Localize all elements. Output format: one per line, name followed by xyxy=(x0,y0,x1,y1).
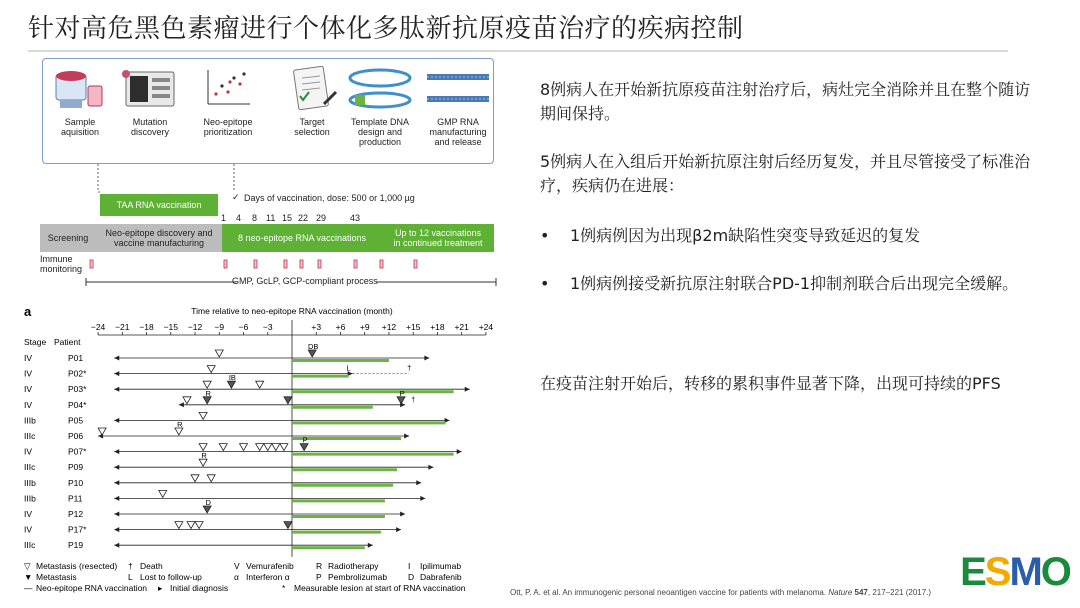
resected-metastasis-marker xyxy=(215,350,223,357)
resected-metastasis-marker xyxy=(199,459,207,466)
legend-label: Neo-epitope RNA vaccination xyxy=(36,582,148,593)
patient-timeline-chart xyxy=(20,300,508,592)
legend-label: Ipilimumab xyxy=(420,560,462,571)
x-tick-label: +9 xyxy=(359,322,370,332)
vials-icon xyxy=(45,63,115,113)
patient-id: P17* xyxy=(68,524,87,535)
citation xyxy=(510,588,931,597)
resected-metastasis-marker xyxy=(175,522,183,529)
pipeline-step-label: Neo-epitope prioritization xyxy=(203,117,253,137)
x-tick-label: +21 xyxy=(454,322,469,332)
patient-stage: IIIb xyxy=(24,477,36,488)
day-11: 11 xyxy=(266,213,276,223)
patient-id: P07* xyxy=(68,446,87,457)
resected-metastasis-marker xyxy=(159,490,167,497)
bullet-dot: • xyxy=(540,226,550,245)
patient-id: P03* xyxy=(68,384,87,395)
citation-volume: 547 xyxy=(854,588,868,597)
patient-stage: IIIc xyxy=(24,540,36,551)
diagnosis-arrow xyxy=(114,371,119,376)
legend-symbol: ▸ xyxy=(158,582,163,593)
timeline-arrow xyxy=(420,496,425,501)
legend-label: Radiotherapy xyxy=(328,560,379,571)
diagnosis-arrow xyxy=(114,543,119,548)
citation-journal: Nature xyxy=(828,588,853,597)
x-tick-label: −15 xyxy=(163,322,179,332)
patient-id: P11 xyxy=(68,493,83,504)
pipeline-step-sample xyxy=(45,63,115,137)
x-tick-label: +15 xyxy=(405,322,421,332)
patient-id: P06 xyxy=(68,431,84,441)
x-tick-label: +12 xyxy=(381,322,397,332)
legend-label: Initial diagnosis xyxy=(170,582,229,593)
legend-label: Measurable lesion at start of RNA vaccination xyxy=(294,582,466,593)
patient-id: P01 xyxy=(68,353,84,363)
patient-stage: IV xyxy=(24,399,33,410)
legend-symbol: D xyxy=(408,571,415,582)
resected-metastasis-marker xyxy=(191,475,199,482)
diagnosis-arrow xyxy=(114,527,119,532)
patient-stage: IV xyxy=(24,509,33,519)
legend-symbol: — xyxy=(24,582,33,593)
timeline-arrow xyxy=(424,356,429,361)
day-43: 43 xyxy=(350,213,361,223)
metastasis-marker xyxy=(300,444,308,451)
taa-rna-vaccination-bar: TAA RNA vaccination xyxy=(100,194,218,216)
metastasis-marker xyxy=(397,397,405,404)
panel-label: a xyxy=(24,304,32,319)
diagnosis-arrow xyxy=(114,480,119,485)
patient-id: P02* xyxy=(68,368,87,379)
timeline-arrow xyxy=(396,527,401,532)
scatter-plot-icon xyxy=(193,63,263,113)
header-patient: Patient xyxy=(54,337,81,347)
pipeline-step-label: Sample aquisition xyxy=(60,117,100,137)
x-tick-label: −9 xyxy=(214,322,225,332)
timeline-arrow xyxy=(416,480,421,485)
legend-symbol: α xyxy=(234,571,239,582)
legend-label: Dabrafenib xyxy=(420,571,462,582)
resected-metastasis-marker xyxy=(207,366,215,373)
legend-symbol: * xyxy=(282,582,286,593)
x-tick-label: −6 xyxy=(238,322,249,332)
pipeline-step-template xyxy=(345,63,415,147)
pipeline-step-label: Target selection xyxy=(294,117,330,137)
treatment-marker: D xyxy=(205,498,211,507)
esmo-logo-text xyxy=(960,550,1071,594)
timeline-arrow xyxy=(404,434,409,439)
patient-stage: IIIb xyxy=(24,493,36,504)
pipeline-steps-box xyxy=(42,58,494,164)
timeline-arrow xyxy=(465,387,470,392)
pipeline-step-label: Template DNA design and production xyxy=(350,117,410,147)
patient-id: P09 xyxy=(68,462,84,473)
continued-treatment-segment: Up to 12 vaccinations in continued treatment xyxy=(382,224,494,252)
resected-metastasis-marker xyxy=(187,522,195,529)
treatment-marker: L xyxy=(346,363,351,373)
esmo-letter: O xyxy=(1040,550,1070,594)
pipeline-step-mutation xyxy=(115,63,185,137)
legend-symbol: † xyxy=(128,560,133,571)
discovery-segment: Neo-epitope discovery and vaccine manufacturing xyxy=(96,224,222,252)
diagnosis-arrow xyxy=(179,402,184,407)
day-1: 1 xyxy=(221,213,227,223)
patient-id: P05 xyxy=(68,415,84,426)
title-divider xyxy=(28,50,1008,52)
resected-metastasis-marker xyxy=(98,428,106,435)
bullet-text: 1例病例接受新抗原注射联合PD-1抑制剂联合后出现完全缓解。 xyxy=(570,274,1019,293)
diagnosis-arrow xyxy=(114,356,119,361)
legend-label: Death xyxy=(140,560,163,571)
paragraph-relapse: 5例病人在入组后开始新抗原注射后经历复发，并且尽管接受了标准治疗，疾病仍在进展： xyxy=(540,152,1031,195)
screening-segment: Screening xyxy=(40,224,96,252)
patient-id: P19 xyxy=(68,540,84,551)
resected-metastasis-marker xyxy=(199,444,207,451)
rna-strands-icon xyxy=(423,63,493,113)
treatment-marker: P xyxy=(399,388,405,398)
chart-title: Time relative to neo-epitope RNA vaccination (month) xyxy=(191,306,393,316)
diagnosis-arrow xyxy=(114,512,119,517)
resected-metastasis-marker xyxy=(280,444,288,451)
treatment-marker: † xyxy=(407,363,412,373)
x-tick-label: −21 xyxy=(115,322,130,332)
treatment-marker: DB xyxy=(307,342,319,351)
legend-symbol: V xyxy=(234,560,240,571)
resected-metastasis-marker xyxy=(219,444,227,451)
timeline-arrow xyxy=(368,543,373,548)
patient-id: P12 xyxy=(68,509,84,519)
plasmid-dna-icon xyxy=(345,63,415,113)
vaccine-pipeline-figure xyxy=(36,56,498,288)
day-8: 8 xyxy=(252,213,258,223)
day-22: 22 xyxy=(298,213,309,223)
day-15: 15 xyxy=(282,213,293,223)
day-29: 29 xyxy=(316,213,327,223)
x-tick-label: −24 xyxy=(90,322,106,332)
diagnosis-arrow xyxy=(114,496,119,501)
legend-label: Metastasis (resected) xyxy=(36,560,118,571)
slide-title: 针对高危黑色素瘤进行个体化多肽新抗原疫苗治疗的疾病控制 xyxy=(28,14,744,44)
esmo-letter: E xyxy=(960,550,985,594)
gmp-process-label: GMP, GcLP, GCP-compliant process xyxy=(232,276,378,286)
paragraph-pfs: 在疫苗注射开始后，转移的累积事件显著下降，出现可持续的PFS xyxy=(540,374,1001,393)
x-tick-label: +6 xyxy=(335,322,346,332)
dose-icon: ✓ xyxy=(232,192,240,202)
paragraph-complete-response: 8例病人在开始新抗原疫苗注射治疗后，病灶完全消除并且在整个随访期间保持。 xyxy=(540,80,1031,123)
legend-symbol: R xyxy=(316,560,323,571)
bullet-text: 1例病例因为出现β2m缺陷性突变导致延迟的复发 xyxy=(570,226,921,245)
metastasis-marker xyxy=(284,397,292,404)
metastasis-marker xyxy=(308,350,316,357)
resected-metastasis-marker xyxy=(183,397,191,404)
legend-symbol: ▼ xyxy=(24,571,33,582)
x-tick-label: +18 xyxy=(430,322,445,332)
legend-label: Interferon α xyxy=(246,571,290,582)
bullet-dot: • xyxy=(540,274,550,293)
resected-metastasis-marker xyxy=(199,412,207,419)
legend-label: Metastasis xyxy=(36,571,77,582)
diagnosis-arrow xyxy=(114,418,119,423)
days-label: Days of vaccination, dose: 500 or 1,000 µg xyxy=(244,193,415,203)
x-tick-label: −12 xyxy=(187,322,203,332)
metastasis-marker xyxy=(203,397,211,404)
sequencer-icon xyxy=(115,63,185,113)
diagnosis-arrow xyxy=(114,449,119,454)
x-tick-label: +24 xyxy=(478,322,494,332)
esmo-letter: M xyxy=(1009,550,1041,594)
patient-stage: IV xyxy=(24,446,33,457)
metastasis-marker xyxy=(203,506,211,513)
patient-stage: IIIb xyxy=(24,415,36,426)
legend-label: Pembrolizumab xyxy=(328,571,388,582)
resected-metastasis-marker xyxy=(256,444,264,451)
patient-stage: IV xyxy=(24,368,33,379)
patient-stage: IV xyxy=(24,524,33,535)
legend-symbol: L xyxy=(128,571,133,582)
pipeline-step-label: GMP RNA manufacturing and release xyxy=(429,117,487,147)
resected-metastasis-marker xyxy=(240,444,248,451)
metastasis-marker xyxy=(284,522,292,529)
diagnosis-arrow xyxy=(114,387,119,392)
bullet-item-pd1 xyxy=(540,272,1070,322)
timeline-arrow xyxy=(428,465,433,470)
esmo-logo xyxy=(960,548,1070,594)
treatment-marker: † xyxy=(411,394,416,404)
pipeline-connectors xyxy=(36,162,498,194)
x-tick-label: −18 xyxy=(139,322,154,332)
pipeline-step-gmp xyxy=(423,63,493,147)
patient-stage: IV xyxy=(24,353,33,363)
timeline-arrow xyxy=(400,512,405,517)
legend-symbol: P xyxy=(316,571,322,582)
timeline-arrow xyxy=(457,449,462,454)
immune-monitoring-label: Immune monitoring xyxy=(40,254,83,274)
patient-stage: IIIc xyxy=(24,431,36,441)
treatment-marker: R xyxy=(177,420,183,429)
legend-label: Vemurafenib xyxy=(246,560,294,571)
pipeline-step-prioritization xyxy=(193,63,263,137)
clipboard-checklist-icon xyxy=(277,63,347,113)
diagnosis-arrow xyxy=(114,465,119,470)
treatment-marker: IB xyxy=(228,373,236,383)
vaccinations-segment: 8 neo-epitope RNA vaccinations xyxy=(222,224,382,252)
pipeline-step-target xyxy=(277,63,347,137)
legend-symbol: I xyxy=(408,560,411,571)
patient-id: P10 xyxy=(68,477,84,488)
resected-metastasis-marker xyxy=(207,475,215,482)
resected-metastasis-marker xyxy=(203,381,211,388)
resected-metastasis-marker xyxy=(272,444,280,451)
legend-symbol: ▽ xyxy=(24,560,31,571)
patient-id: P04* xyxy=(68,399,87,410)
citation-prefix: Ott, P. A. et al. An immunogenic personal neoantigen vaccine for patients with melanoma. xyxy=(510,588,827,597)
legend-label: Lost to follow-up xyxy=(140,571,202,582)
bullet-item-b2m xyxy=(540,224,1070,250)
resected-metastasis-marker xyxy=(264,444,272,451)
metastasis-marker xyxy=(227,381,235,388)
resected-metastasis-marker xyxy=(195,522,203,529)
treatment-marker: R xyxy=(201,451,207,461)
header-stage: Stage xyxy=(24,337,47,347)
resected-metastasis-marker xyxy=(175,428,183,435)
resected-metastasis-marker xyxy=(256,381,264,388)
x-tick-label: +3 xyxy=(311,322,322,332)
patient-stage: IIIc xyxy=(24,462,36,473)
day-4: 4 xyxy=(236,213,242,223)
treatment-marker: P xyxy=(302,435,308,445)
patient-stage: IV xyxy=(24,384,33,395)
esmo-letter: S xyxy=(984,550,1010,594)
treatment-marker: R xyxy=(205,388,211,398)
x-tick-label: −3 xyxy=(262,322,273,332)
citation-suffix: , 217–221 (2017.) xyxy=(867,588,932,597)
pipeline-step-label: Mutation discovery xyxy=(130,117,169,137)
